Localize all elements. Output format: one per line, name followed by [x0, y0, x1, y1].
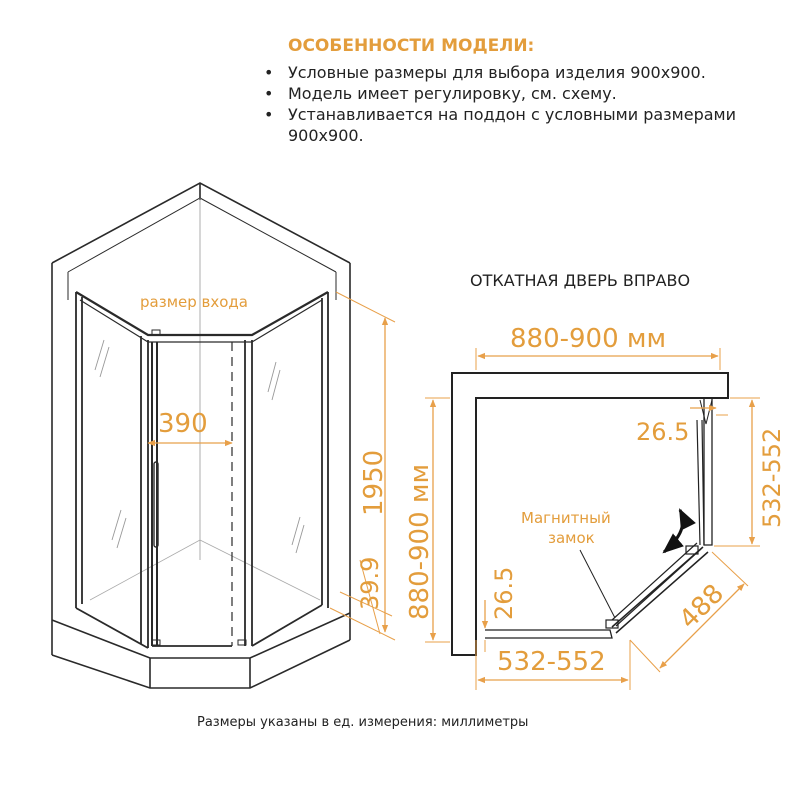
plan-right-dimension: 532-552 [758, 427, 786, 528]
plan-bottom-dimension: 532-552 [497, 647, 606, 677]
feature-item: • Устанавливается на поддон с условными размерами 900х900. [262, 104, 782, 146]
entry-width-value: 390 [158, 409, 208, 439]
units-footnote: Размеры указаны в ед. измерения: миллиметры [197, 715, 529, 730]
plan-top-dimension: 880-900 мм [510, 324, 667, 354]
plan-title: ОТКАТНАЯ ДВЕРЬ ВПРАВО [470, 271, 691, 290]
feature-item: • Модель имеет регулировку, см. схему. [262, 83, 782, 104]
plan-gap-top: 26.5 [636, 418, 690, 446]
magnet-lock-label: Магнитный [521, 509, 611, 527]
swing-arrow-icon [664, 510, 683, 552]
magnet-lock-label-2: замок [548, 529, 595, 547]
height-value: 1950 [359, 449, 389, 516]
features-title: ОСОБЕННОСТИ МОДЕЛИ: [288, 36, 535, 56]
plan-gap-left: 26.5 [490, 566, 518, 620]
tray-height-value: 39.9 [356, 556, 384, 610]
plan-left-dimension: 880-900 мм [405, 463, 435, 620]
feature-item: • Условные размеры для выбора изделия 900х900. [262, 62, 782, 83]
plan-diagonal-dimension: 488 [673, 578, 731, 635]
entry-size-label: размер входа [140, 293, 248, 311]
